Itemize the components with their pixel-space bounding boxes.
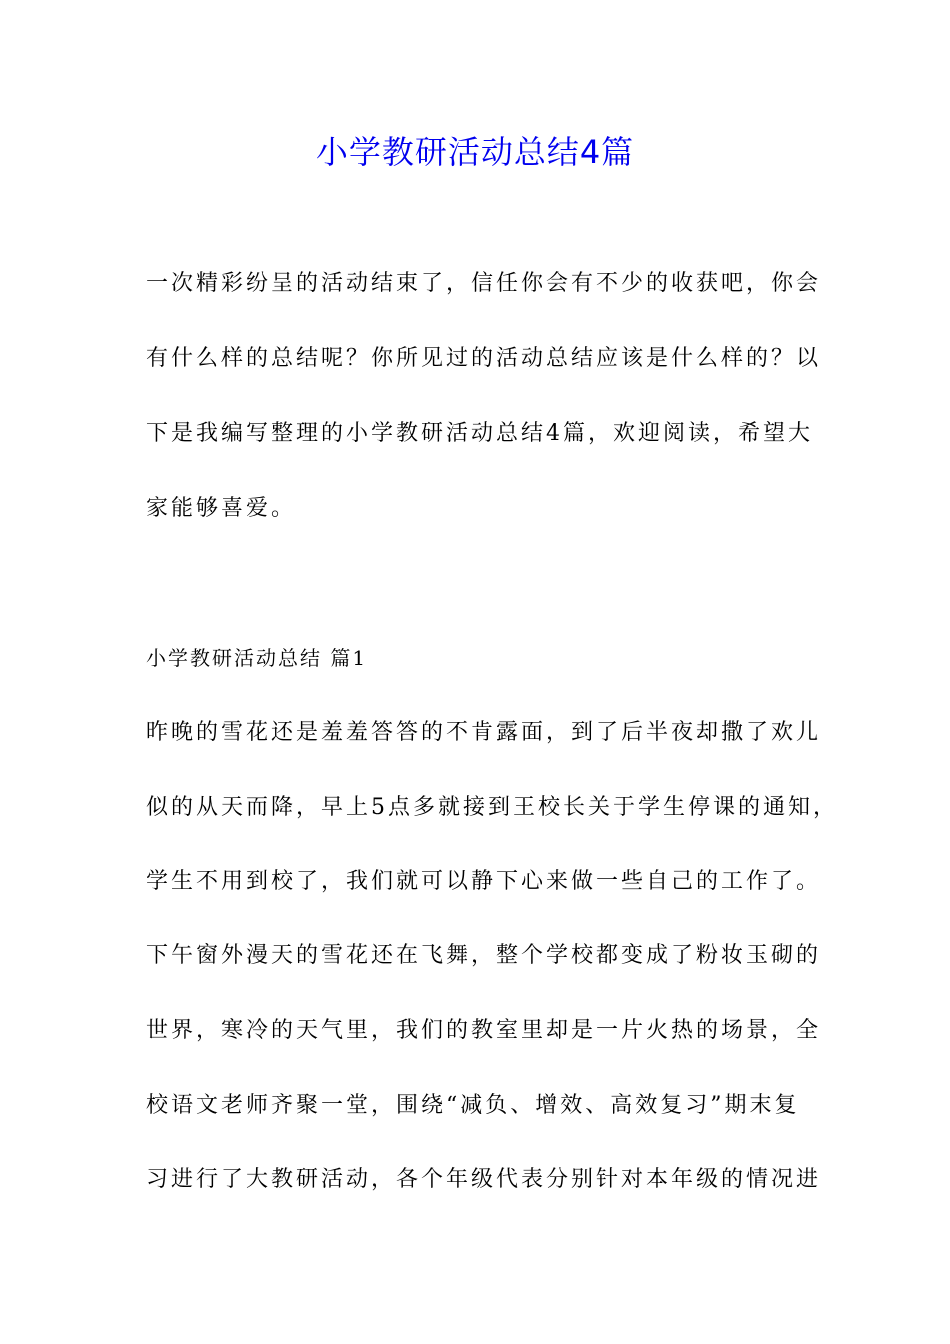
body-line-2: 似的从天而降，早上5点多就接到王校长关于学生停课的通知， bbox=[146, 795, 838, 820]
intro-line-2: 有什么样的总结呢？你所见过的活动总结应该是什么样的？以 bbox=[146, 346, 822, 371]
body-line-5: 世界，寒冷的天气里，我们的教室里却是一片火热的场景，全 bbox=[146, 1018, 822, 1043]
body-line-6: 校语文老师齐聚一堂，围绕“减负、增效、高效复习”期末复 bbox=[146, 1093, 800, 1118]
intro-line-4: 家能够喜爱。 bbox=[146, 496, 297, 521]
body-line-3: 学生不用到校了，我们就可以静下心来做一些自己的工作了。 bbox=[146, 869, 822, 894]
body-line-4: 下午窗外漫天的雪花还在飞舞，整个学校都变成了粉妆玉砌的 bbox=[146, 943, 822, 968]
body-line-7: 习进行了大教研活动，各个年级代表分别针对本年级的情况进 bbox=[146, 1167, 822, 1192]
section-heading: 小学教研活动总结 篇1 bbox=[146, 646, 368, 670]
intro-line-1: 一次精彩纷呈的活动结束了，信任你会有不少的收获吧，你会 bbox=[146, 271, 822, 296]
body-line-1: 昨晚的雪花还是羞羞答答的不肯露面，到了后半夜却撒了欢儿 bbox=[146, 720, 822, 745]
document-title: 小学教研活动总结4篇 bbox=[315, 133, 635, 171]
intro-line-3: 下是我编写整理的小学教研活动总结4篇，欢迎阅读，希望大 bbox=[146, 421, 813, 446]
